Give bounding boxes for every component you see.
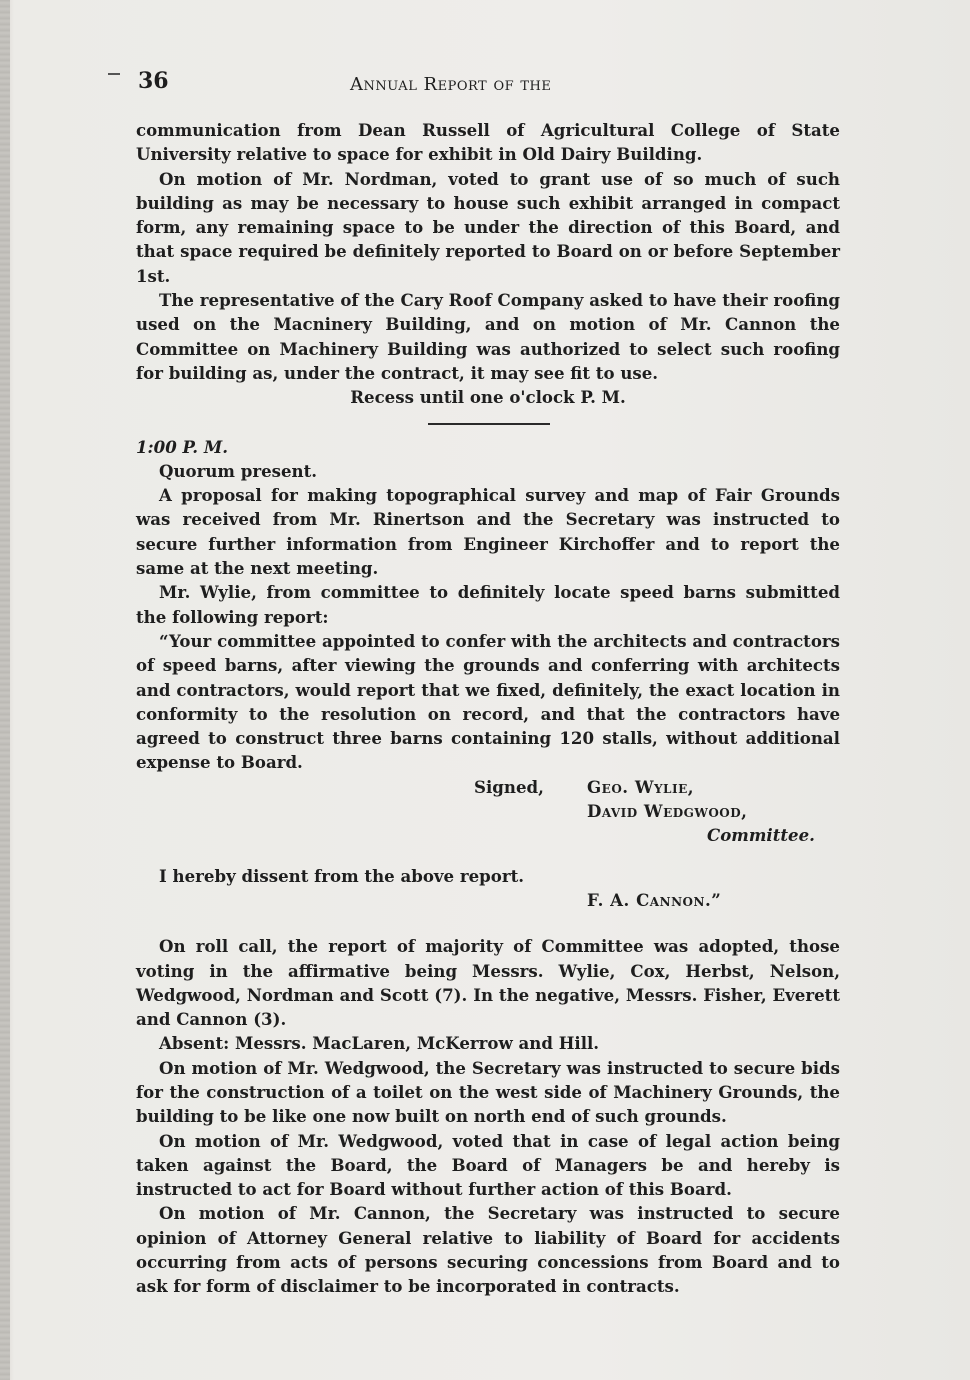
page-number: 36 (138, 68, 169, 94)
paragraph-dean-russell: communication from Dean Russell of Agricultural College of State University relative to space for exhibit in Old Dairy Building. (136, 120, 840, 165)
page-body (136, 118, 840, 1299)
signature-row-2 (136, 799, 840, 823)
running-header-text: Annual Report of the (350, 74, 552, 95)
committee-label: Committee. (707, 825, 815, 846)
paragraph-cary-roof: The representative of the Cary Roof Company asked to have their roofing used on the Macninery Building, and on motion of Mr. Cannon the Committee on Machinery Building was authorized to select such roofing for building as, under the contract, it may see fit to use. (136, 290, 840, 383)
paragraph-nordman-motion: On motion of Mr. Nordman, voted to grant use of so much of such building as may be necessary to house such exhibit arranged in compact form, any remaining space to be under the direction of this Board, and that space required be definitely reported to Board on or before September 1st. (136, 168, 840, 286)
signed-label: Signed, (474, 776, 544, 797)
book-binding-edge (0, 0, 10, 1380)
paragraph-attorney-general: On motion of Mr. Cannon, the Secretary was instructed to secure opinion of Attorney General relative to liability of Board for accidents occurring from acts of persons securing concessions from Board and to ask for form of disclaimer to be incorporated in contracts. (136, 1203, 840, 1297)
paragraph-committee-report: “Your committee appointed to confer with the architects and contractors of speed barns, after viewing the grounds and conferring with architects and contractors, would report that we fixed, definitely, the exact location in conformity to the resolution on record, and that the contractors have agreed to construct three barns containing 120 stalls, without additional expense to Board. (136, 630, 840, 773)
running-header (350, 74, 551, 95)
paragraph-topographical-survey: A proposal for making topographical survey and map of Fair Grounds was received from Mr. Rinertson and the Secretary was instructed to secure further information from Engineer Kirchoffer and to report the same at the next meeting. (136, 485, 840, 579)
spacer (136, 912, 840, 934)
signature-row-1 (136, 775, 840, 799)
recess-line: Recess until one o'clock P. M. (350, 387, 626, 408)
paragraph-roll-call: On roll call, the report of majority of Committee was adopted, those voting in the affirmative being Messrs. Wylie, Cox, Herbst, Nelson, Wedgwood, Nordman and Scott (7). In the negative, Messrs. Fisher, Everett and Cannon (3). (136, 936, 840, 1030)
signer-wylie: Geo. Wylie, (587, 776, 695, 797)
session-time: 1:00 P. M. (136, 436, 228, 457)
dissent-line: I hereby dissent from the above report. (159, 865, 525, 886)
dissenter-cannon: F. A. Cannon.” (587, 889, 722, 910)
paragraph-wylie-report-intro: Mr. Wylie, from committee to definitely locate speed barns submitted the following report: (136, 582, 840, 627)
header-dash (108, 73, 120, 75)
paragraph-absent: Absent: Messrs. MacLaren, McKerrow and Hill. (159, 1033, 600, 1054)
signature-row-3 (136, 823, 840, 847)
spacer (136, 848, 840, 864)
quorum-line: Quorum present. (159, 460, 318, 481)
section-divider (428, 423, 550, 425)
paragraph-legal-action: On motion of Mr. Wedgwood, voted that in case of legal action being taken against the Board, the Board of Managers be and hereby is instructed to act for Board without further action of this Board. (136, 1130, 840, 1200)
dissent-signature-row (136, 888, 840, 912)
paragraph-toilet-bids: On motion of Mr. Wedgwood, the Secretary was instructed to secure bids for the construction of a toilet on the west side of Machinery Grounds, the building to be like one now built on north end of such grounds. (136, 1057, 840, 1127)
signer-wedgwood: David Wedgwood, (587, 801, 748, 822)
